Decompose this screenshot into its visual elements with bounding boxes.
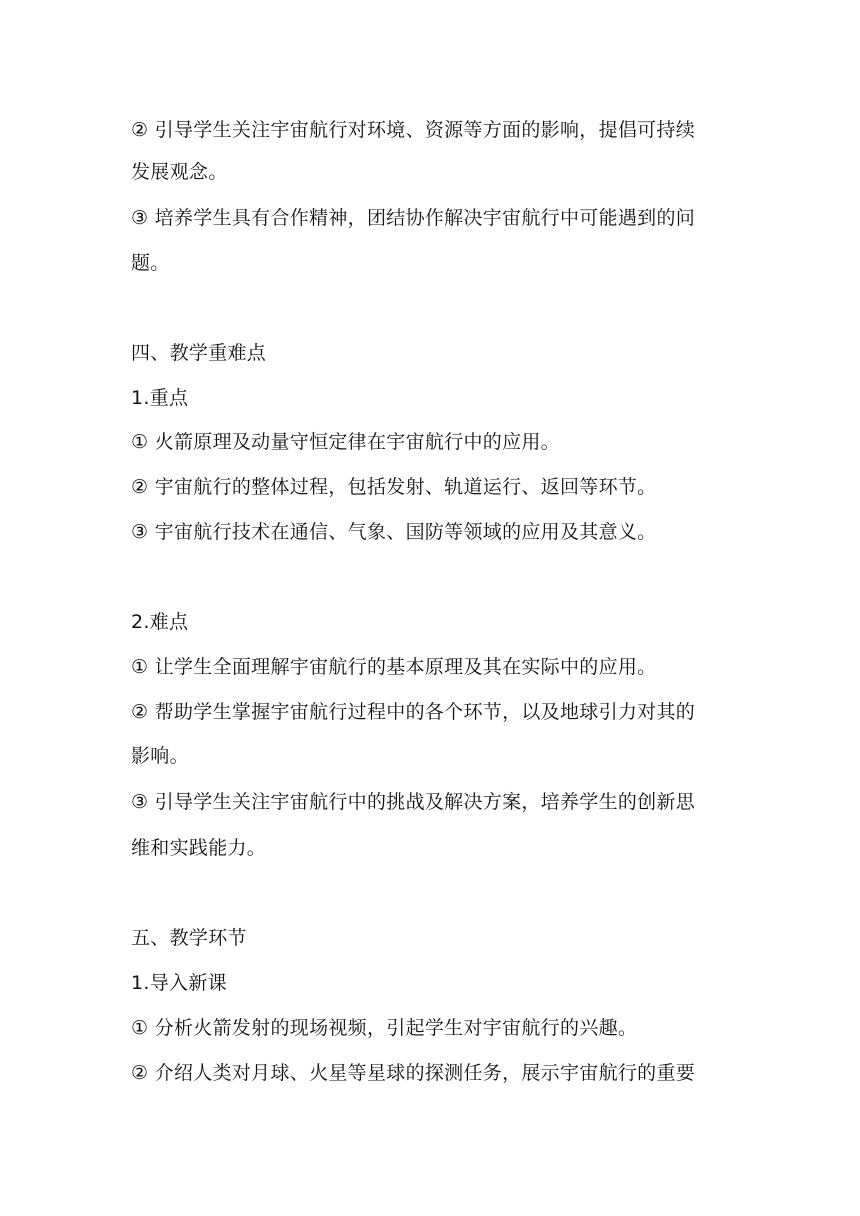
text-line-difficult-2-cont: 影响。 — [131, 745, 189, 767]
section-heading-key-difficult-points: 四、教学重难点 — [131, 342, 267, 364]
subheading-difficult-points: 2.难点 — [131, 611, 189, 633]
text-line-goal-3-cont: 题。 — [131, 252, 170, 274]
text-line-goal-2-cont: 发展观念。 — [131, 161, 228, 183]
text-line-difficult-1: ① 让学生全面理解宇宙航行的基本原理及其在实际中的应用。 — [131, 656, 657, 678]
text-line-goal-2: ② 引导学生关注宇宙航行对环境、资源等方面的影响，提倡可持续 — [131, 119, 696, 141]
text-line-difficult-2: ② 帮助学生掌握宇宙航行过程中的各个环节，以及地球引力对其的 — [131, 701, 696, 723]
text-line-intro-1: ① 分析火箭发射的现场视频，引起学生对宇宙航行的兴趣。 — [131, 1017, 638, 1039]
text-line-key-1: ① 火箭原理及动量守恒定律在宇宙航行中的应用。 — [131, 431, 560, 453]
text-line-difficult-3-cont: 维和实践能力。 — [131, 837, 267, 859]
text-line-goal-3: ③ 培养学生具有合作精神，团结协作解决宇宙航行中可能遇到的问 — [131, 207, 696, 229]
subheading-introduction: 1.导入新课 — [131, 972, 227, 994]
text-line-key-3: ③ 宇宙航行技术在通信、气象、国防等领域的应用及其意义。 — [131, 521, 657, 543]
text-line-key-2: ② 宇宙航行的整体过程，包括发射、轨道运行、返回等环节。 — [131, 476, 657, 498]
text-line-intro-2: ② 介绍人类对月球、火星等星球的探测任务，展示宇宙航行的重要 — [131, 1062, 696, 1084]
subheading-key-points: 1.重点 — [131, 387, 189, 409]
section-heading-teaching-steps: 五、教学环节 — [131, 927, 247, 949]
text-line-difficult-3: ③ 引导学生关注宇宙航行中的挑战及解决方案，培养学生的创新思 — [131, 791, 696, 813]
